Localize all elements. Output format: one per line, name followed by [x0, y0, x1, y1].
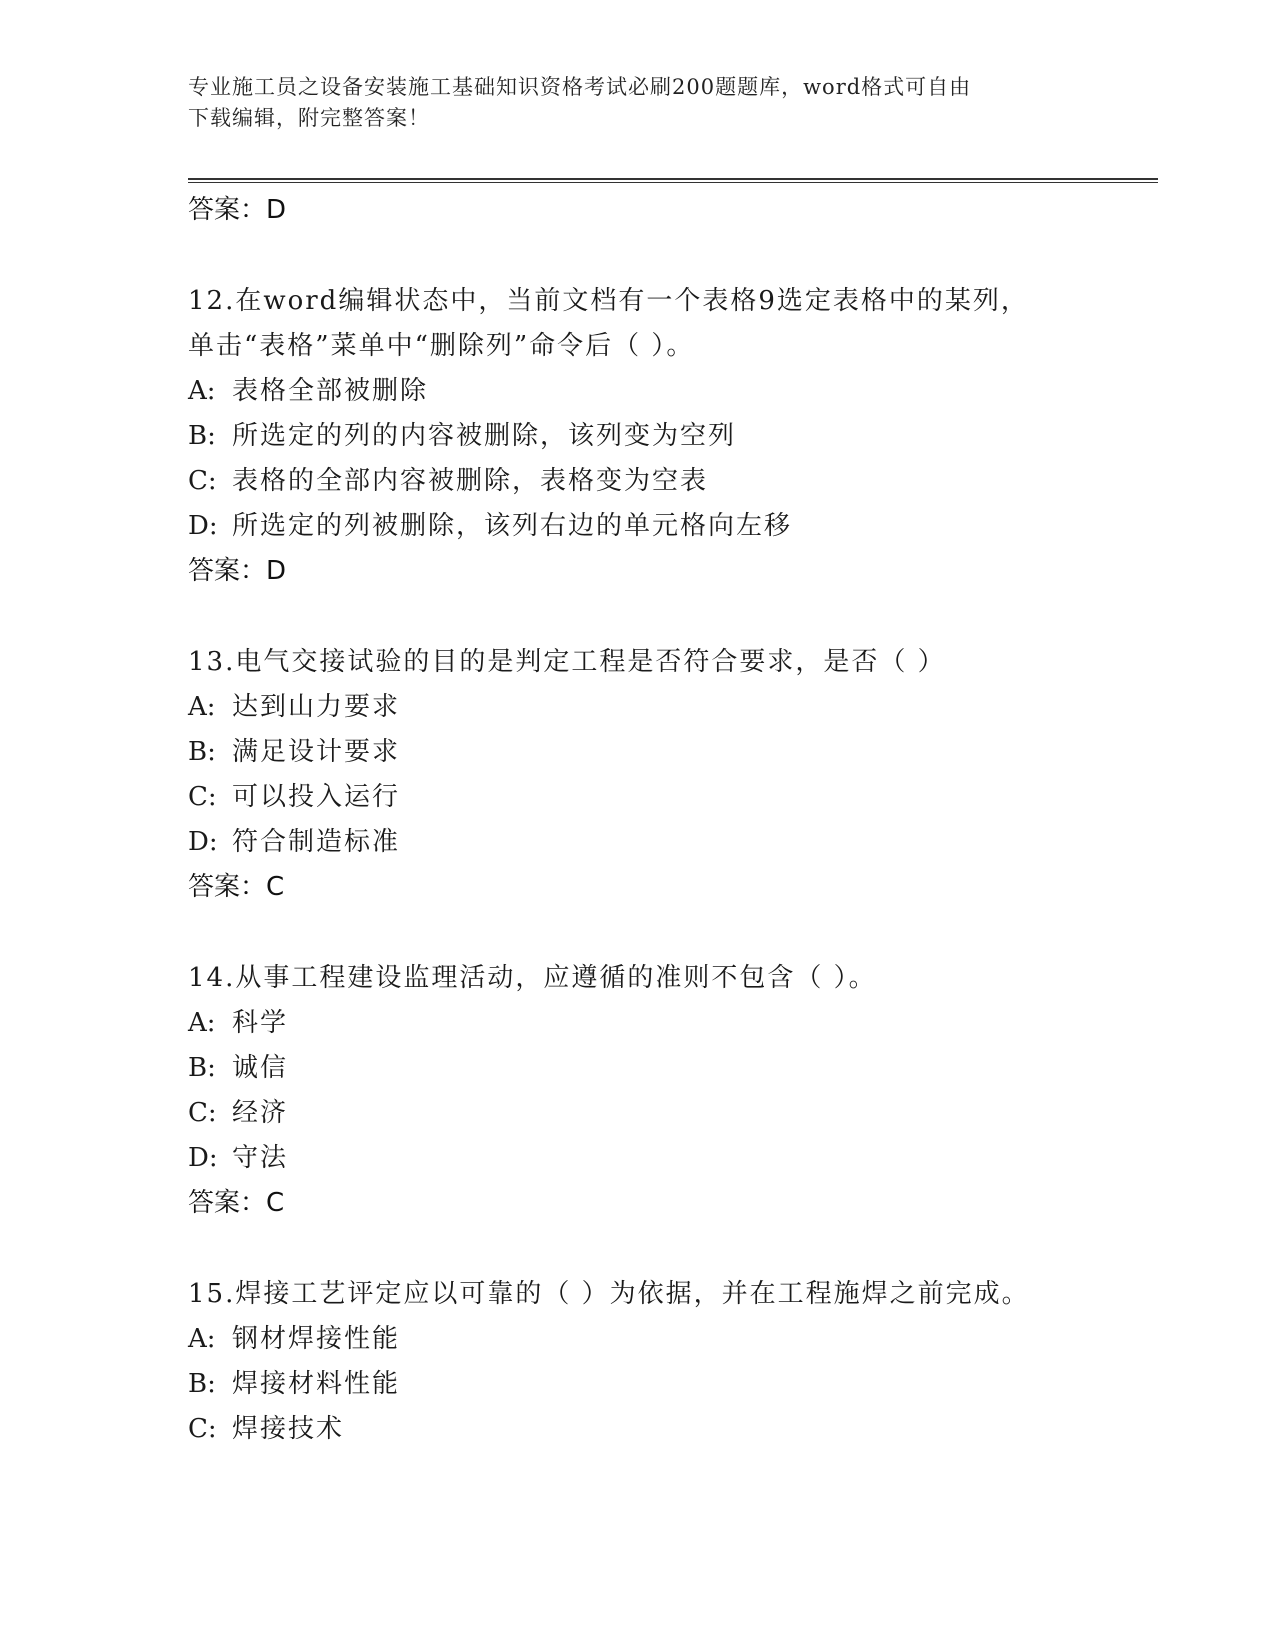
question-list — [188, 188, 1158, 1452]
document-header — [188, 72, 1088, 134]
option-text: 经济 — [232, 1098, 289, 1128]
option-text: 满足设计要求 — [232, 737, 401, 767]
option-b — [188, 1362, 1158, 1407]
option-key: C: — [188, 1098, 217, 1128]
question-text: 14.从事工程建设监理活动，应遵循的准则不包含（ ）。 — [188, 963, 877, 993]
option-d — [188, 1136, 1158, 1181]
option-c — [188, 775, 1158, 820]
option-a — [188, 1317, 1158, 1362]
question-text: 15.焊接工艺评定应以可靠的（ ）为依据，并在工程施焊之前完成。 — [188, 1279, 1030, 1309]
option-b — [188, 1046, 1158, 1091]
previous-answer: 答案：D — [188, 195, 287, 225]
option-text: 焊接技术 — [232, 1414, 345, 1444]
header-divider — [188, 178, 1158, 183]
option-text: 表格的全部内容被删除，表格变为空表 — [232, 466, 709, 496]
option-key: A: — [188, 1008, 216, 1038]
option-text: 所选定的列的内容被删除，该列变为空列 — [232, 421, 737, 451]
option-text: 达到山力要求 — [232, 692, 401, 722]
option-d — [188, 820, 1158, 865]
option-text: 表格全部被删除 — [232, 376, 429, 406]
option-key: B: — [188, 421, 216, 451]
option-c — [188, 459, 1158, 504]
option-key: D: — [188, 511, 218, 541]
option-key: B: — [188, 1053, 216, 1083]
option-text: 科学 — [232, 1008, 289, 1038]
question-text: 单击“表格”菜单中“删除列”命令后（ ）。 — [188, 331, 695, 361]
option-b — [188, 414, 1158, 459]
question-13 — [188, 640, 1158, 910]
option-c — [188, 1407, 1158, 1452]
option-key: C: — [188, 466, 217, 496]
question-15 — [188, 1272, 1158, 1452]
option-key: A: — [188, 376, 216, 406]
option-key: D: — [188, 827, 218, 857]
option-key: B: — [188, 737, 216, 767]
option-key: C: — [188, 1414, 217, 1444]
option-text: 所选定的列被删除，该列右边的单元格向左移 — [232, 511, 793, 541]
option-text: 可以投入运行 — [232, 782, 401, 812]
option-a — [188, 1001, 1158, 1046]
option-key: A: — [188, 692, 216, 722]
option-key: C: — [188, 782, 217, 812]
answer: 答案：D — [188, 556, 287, 586]
option-text: 钢材焊接性能 — [232, 1324, 401, 1354]
option-d — [188, 504, 1158, 549]
header-title-line-1: 专业施工员之设备安装施工基础知识资格考试必刷200题题库，word格式可自由 — [188, 75, 972, 99]
option-key: D: — [188, 1143, 218, 1173]
question-text: 13.电气交接试验的目的是判定工程是否符合要求，是否（ ） — [188, 647, 946, 677]
option-text: 诚信 — [232, 1053, 289, 1083]
option-a — [188, 369, 1158, 414]
question-14 — [188, 956, 1158, 1226]
option-b — [188, 730, 1158, 775]
option-text: 守法 — [232, 1143, 289, 1173]
option-key: B: — [188, 1369, 216, 1399]
option-key: A: — [188, 1324, 216, 1354]
question-12 — [188, 279, 1158, 594]
answer: 答案：C — [188, 872, 285, 902]
option-c — [188, 1091, 1158, 1136]
question-text: 12.在word编辑状态中，当前文档有一个表格9选定表格中的某列， — [188, 286, 1029, 316]
option-text: 符合制造标准 — [232, 827, 401, 857]
option-text: 焊接材料性能 — [232, 1369, 401, 1399]
option-a — [188, 685, 1158, 730]
answer: 答案：C — [188, 1188, 285, 1218]
header-title-line-2: 下载编辑，附完整答案！ — [188, 106, 430, 130]
